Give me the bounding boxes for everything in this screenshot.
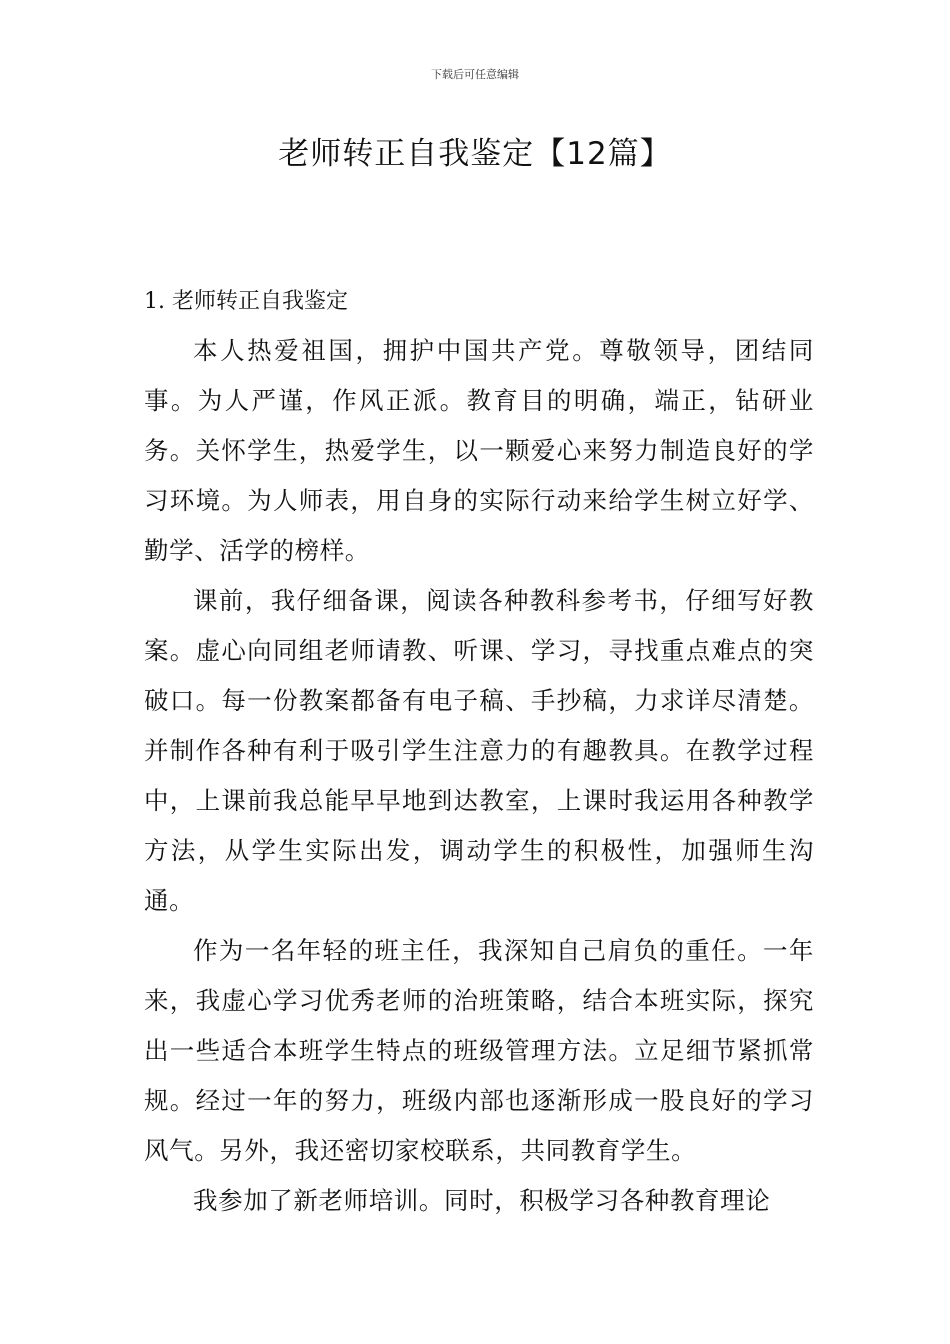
paragraph: 我参加了新老师培训。同时，积极学习各种教育理论: [193, 1186, 771, 1215]
document-title: 老师转正自我鉴定【12篇】: [278, 136, 672, 172]
section-heading: 1. 老师转正自我鉴定: [144, 289, 348, 314]
paragraph: 作为一名年轻的班主任，我深知自己肩负的重任。一年来，我虚心学习优秀老师的治班策略，结合本班实际，探究出一些适合本班学生特点的班级管理方法。立足细节紧抓常规。经过一年的努力，班级内部也逐渐形成一股良好的学习风气。另外，我还密切家校联系，共同教育学生。: [144, 936, 814, 1165]
document-body: [144, 326, 814, 1226]
header-note: 下载后可任意编辑: [431, 68, 519, 81]
paragraph: 课前，我仔细备课，阅读各种教科参考书，仔细写好教案。虚心向同组老师请教、听课、学习，寻找重点难点的突破口。每一份教案都备有电子稿、手抄稿，力求详尽清楚。并制作各种有利于吸引学生注意力的有趣教具。在教学过程中，上课前我总能早早地到达教室，上课时我运用各种教学方法，从学生实际出发，调动学生的积极性，加强师生沟通。: [144, 586, 814, 915]
paragraph: 本人热爱祖国，拥护中国共产党。尊敬领导，团结同事。为人严谨，作风正派。教育目的明确，端正，钻研业务。关怀学生，热爱学生，以一颗爱心来努力制造良好的学习环境。为人师表，用自身的实际行动来给学生树立好学、勤学、活学的榜样。: [144, 336, 814, 565]
